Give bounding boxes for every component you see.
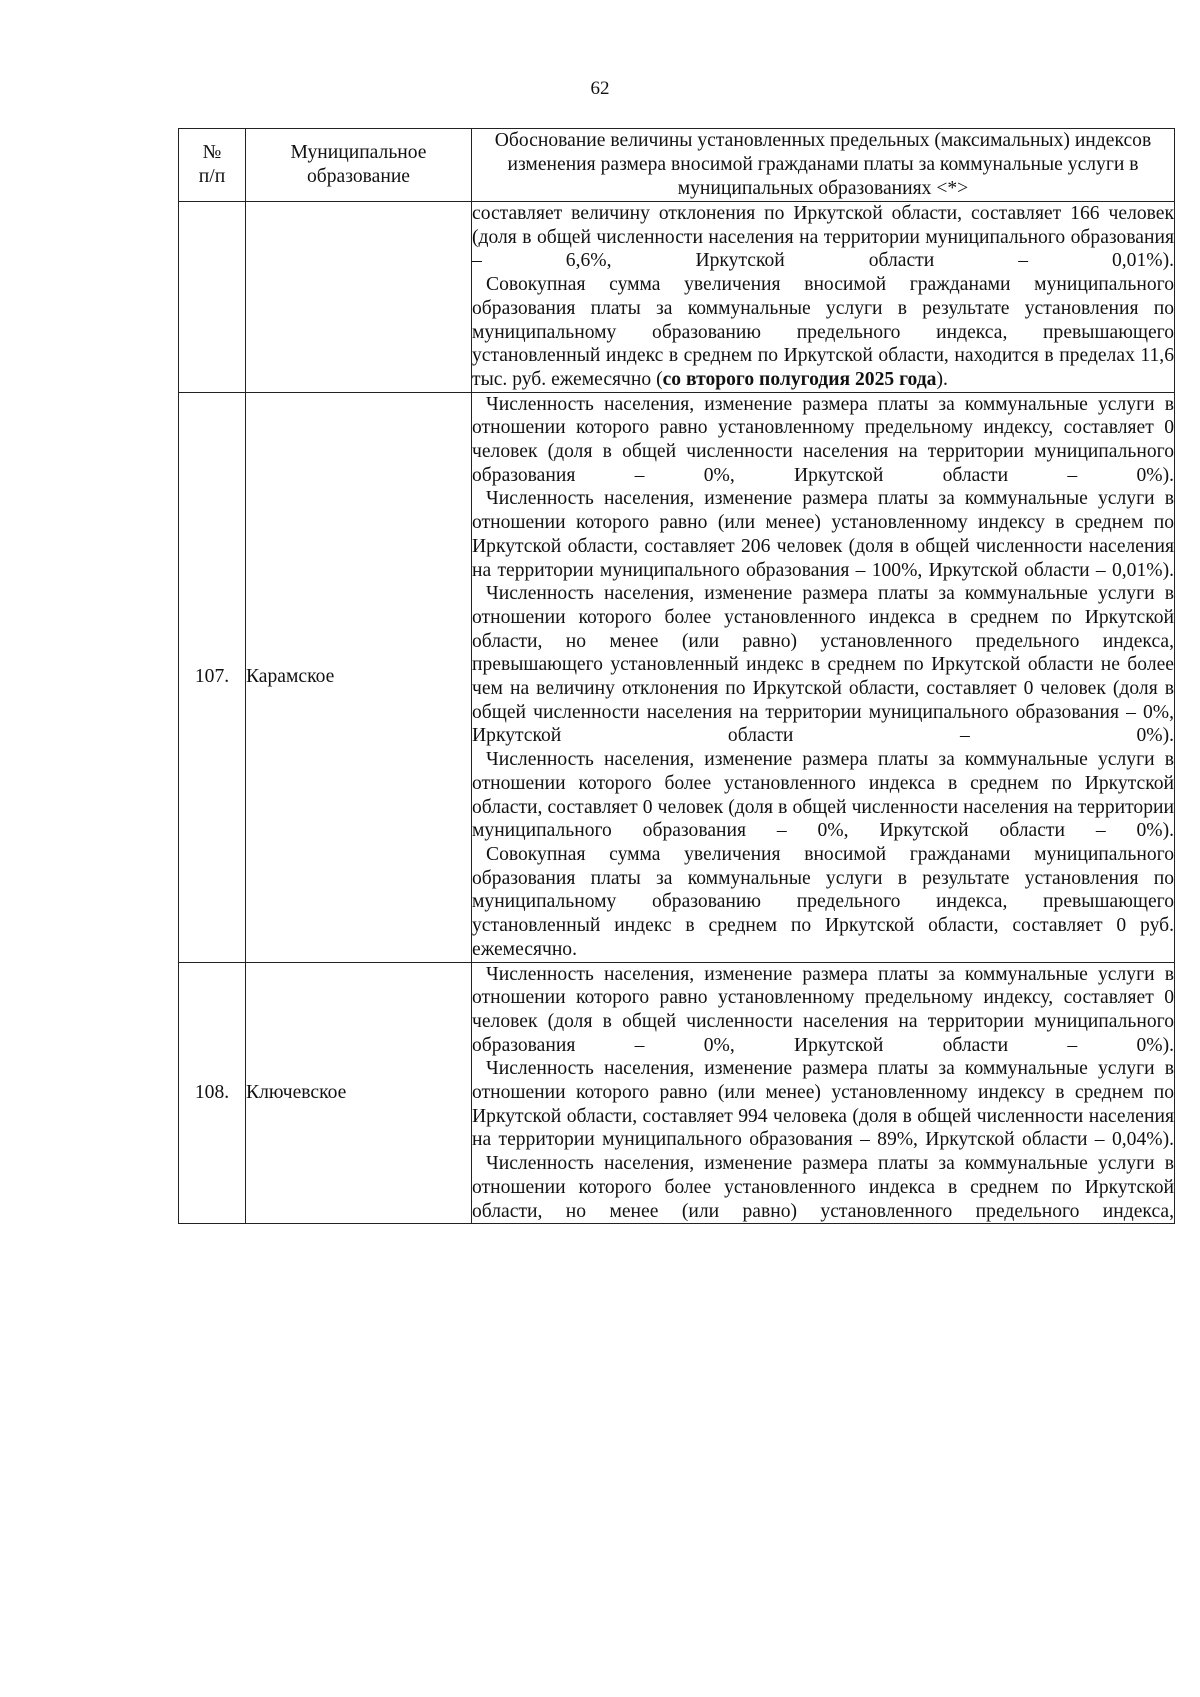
page-number: 62: [590, 78, 610, 99]
row-number: 108.: [179, 962, 246, 1224]
paragraph: Численность населения, изменение размера платы за коммунальные услуги в отношении которого равно установленному предельному индексу, составляет 0 человек (доля в общей численности населения на территории муниципального образования – 0%, Иркутской области – 0%).: [472, 963, 1174, 1056]
paragraph: Численность населения, изменение размера платы за коммунальные услуги в отношении которого равно установленному предельному индексу, составляет 0 человек (доля в общей численности населения на территории муниципального образования – 0%, Иркутской области – 0%).: [472, 393, 1174, 486]
municipality-name: Ключевское: [246, 962, 472, 1224]
header-justification: Обоснование величины установленных предельных (максимальных) индексов изменения размера вносимой гражданами платы за коммунальные услуги в муниципальных образованиях <*>: [472, 129, 1175, 202]
table-row-continuation: [179, 202, 1175, 393]
justification-cell: [472, 962, 1175, 1224]
paragraph: Численность населения, изменение размера платы за коммунальные услуги в отношении которого более установленного индекса в среднем по Иркутской области, составляет 0 человек (доля в общей численности населения на территории муниципального образования – 0%, Иркутской области – 0%).: [472, 749, 1174, 842]
continuation-name-cell: [246, 202, 472, 393]
row-number: 107.: [179, 392, 246, 962]
paragraph: составляет величину отклонения по Иркутской области, составляет 166 человек (доля в общей численности населения на территории муниципального образования – 6,6%, Иркутской области – 0,01%).: [472, 203, 1174, 272]
paragraph: Численность населения, изменение размера платы за коммунальные услуги в отношении которого равно (или менее) установленному индексу в среднем по Иркутской области, составляет 206 человек (доля в общей численности населения на территории муниципального образования – 100%, Иркутской области – 0,01%).: [472, 488, 1174, 581]
header-municipality: Муниципальное образование: [246, 129, 472, 202]
paragraph-text: Совокупная сумма увеличения вносимой гражданами муниципального образования платы за коммунальные услуги в результате установления по муниципальному образованию предельного индекса, превышающего установленный индекс в среднем по Иркутской области, находится в пределах 11,6 тыс. руб. ежемесячно (: [472, 274, 1174, 390]
table-header-row: [179, 129, 1175, 202]
paragraph: Численность населения, изменение размера платы за коммунальные услуги в отношении которого более установленного индекса в среднем по Иркутской области, но менее (или равно) установленного предельного индекса, превышающего установленный индекс в среднем по Иркутской области не более чем на величину отклонения по Иркутской области, составляет 0 человек (доля в общей численности населения на территории муниципального образования – 0%, Иркутской области – 0%).: [472, 583, 1174, 747]
paragraph: Численность населения, изменение размера платы за коммунальные услуги в отношении которого равно (или менее) установленному индексу в среднем по Иркутской области, составляет 994 человека (доля в общей численности населения на территории муниципального образования – 89%, Иркутской области – 0,04%).: [472, 1058, 1174, 1151]
table-row: [179, 962, 1175, 1224]
bold-period: со второго полугодия 2025 года: [662, 368, 937, 390]
header-num: № п/п: [179, 129, 246, 202]
continuation-text-cell: [472, 202, 1175, 393]
continuation-num-cell: [179, 202, 246, 393]
justification-cell: [472, 392, 1175, 962]
table-row: [179, 392, 1175, 962]
municipality-name: Карамское: [246, 392, 472, 962]
paragraph-total-sum: [472, 273, 1174, 392]
paragraph: Совокупная сумма увеличения вносимой гражданами муниципального образования платы за коммунальные услуги в результате установления по муниципальному образованию предельного индекса, превышающего установленный индекс в среднем по Иркутской области, составляет 0 руб. ежемесячно.: [472, 843, 1174, 960]
paragraph-end: ).: [936, 368, 948, 390]
paragraph: Численность населения, изменение размера платы за коммунальные услуги в отношении которого более установленного индекса в среднем по Иркутской области, но менее (или равно) установленного предельного индекса,: [472, 1153, 1174, 1222]
municipal-index-table: [178, 128, 1175, 1224]
